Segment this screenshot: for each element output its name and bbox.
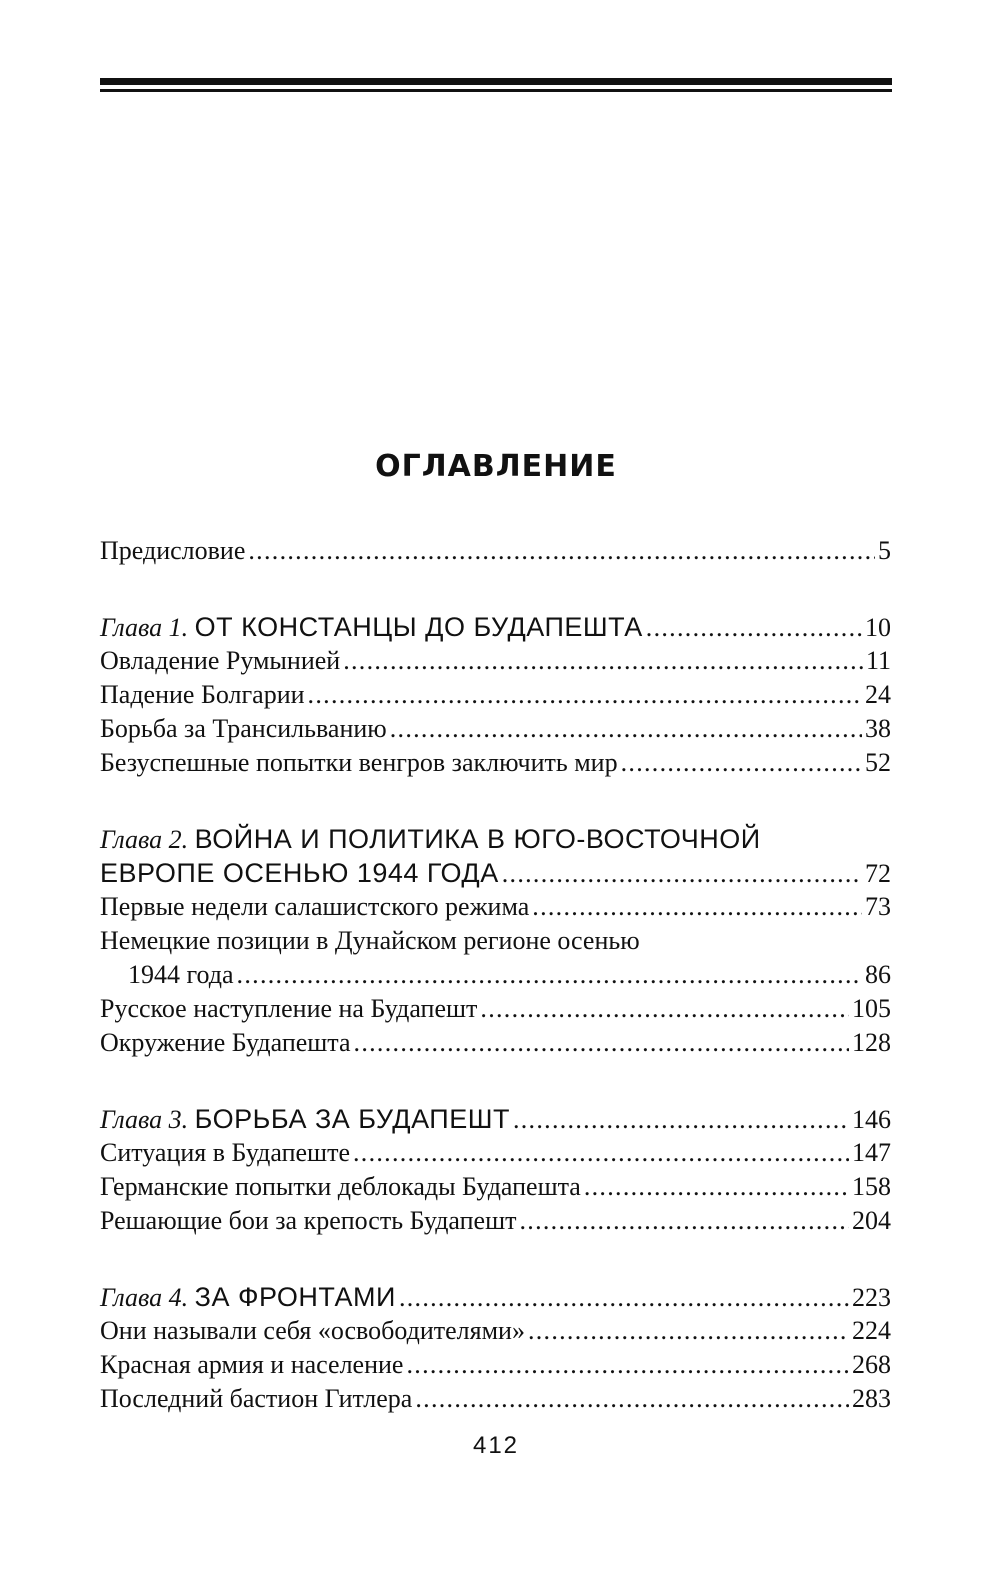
toc-section[interactable] — [100, 1136, 891, 1170]
toc-chapter-title — [100, 1280, 396, 1315]
dot-leader — [248, 534, 875, 568]
chapter-name: БОРЬБА ЗА БУДАПЕШТ — [194, 1104, 510, 1134]
toc-entry-title: Безуспешные попытки венгров заключить мир — [100, 748, 618, 777]
chapter-name: ВОЙНА И ПОЛИТИКА В ЮГО-ВОСТОЧНОЙ — [194, 824, 761, 854]
dot-leader — [480, 992, 849, 1026]
toc-entry-title: Борьба за Трансильванию — [100, 714, 387, 743]
dot-leader — [519, 1204, 849, 1238]
dot-leader — [415, 1382, 849, 1416]
chapter-name: ОТ КОНСТАНЦЫ ДО БУДАПЕШТА — [194, 612, 643, 642]
toc-chapter-2[interactable] — [100, 856, 891, 890]
toc-entry-title: Первые недели салашистского режима — [100, 892, 530, 921]
dot-leader — [353, 1136, 849, 1170]
toc-entry-page: 283 — [852, 1384, 891, 1413]
toc-entry-title: Русское наступление на Будапешт — [100, 994, 478, 1023]
dot-leader — [406, 1348, 849, 1382]
chapter-label: Глава 4. — [100, 1283, 189, 1312]
chapter-name-continued: ЕВРОПЕ ОСЕНЬЮ 1944 ГОДА — [100, 858, 499, 888]
toc-entry-page: 268 — [852, 1350, 891, 1379]
toc-section[interactable] — [100, 890, 891, 924]
spacer — [100, 568, 891, 610]
toc-chapter-1[interactable] — [100, 610, 891, 644]
chapter-label: Глава 1. — [100, 613, 189, 642]
toc-section[interactable] — [100, 958, 891, 992]
dot-leader — [390, 712, 862, 746]
toc-entry-page: 158 — [852, 1172, 891, 1201]
toc-entry-title: Овладение Румынией — [100, 646, 341, 675]
chapter-label: Глава 2. — [100, 825, 189, 854]
toc-section[interactable] — [100, 1314, 891, 1348]
dot-leader — [584, 1170, 849, 1204]
toc-entry-page: 86 — [865, 960, 891, 989]
toc-section[interactable] — [100, 1382, 891, 1416]
spacer — [100, 780, 891, 822]
chapter-name: ЗА ФРОНТАМИ — [194, 1282, 396, 1312]
chapter-label: Глава 3. — [100, 1105, 189, 1134]
dot-leader — [513, 1103, 849, 1137]
toc-entry-page: 223 — [852, 1283, 891, 1312]
toc-chapter-title — [100, 1102, 510, 1137]
toc-entry-title: Ситуация в Будапеште — [100, 1138, 350, 1167]
dot-leader — [532, 890, 862, 924]
toc-entry-title-continued: 1944 года — [128, 960, 234, 989]
toc-entry-page: 38 — [865, 714, 891, 743]
toc-entry-page: 52 — [865, 748, 891, 777]
toc-chapter-2-line1[interactable] — [100, 822, 891, 856]
dot-leader — [308, 678, 862, 712]
dot-leader — [621, 746, 862, 780]
toc-entry-page: 72 — [865, 859, 891, 888]
dot-leader — [528, 1314, 849, 1348]
toc-section[interactable] — [100, 644, 891, 678]
toc-entry-page: 128 — [852, 1028, 891, 1057]
toc-entry-page: 5 — [878, 536, 891, 565]
toc-entry-page: 73 — [865, 892, 891, 921]
toc-entry-title: Немецкие позиции в Дунайском регионе осенью — [100, 926, 640, 955]
toc-entry-title: Предисловие — [100, 536, 246, 565]
table-of-contents — [100, 534, 891, 1416]
toc-section[interactable] — [100, 992, 891, 1026]
toc-entry-page: 10 — [865, 613, 891, 642]
spacer — [100, 1060, 891, 1102]
dot-leader — [354, 1026, 849, 1060]
header-rule-thin — [100, 89, 892, 92]
toc-section[interactable] — [100, 712, 891, 746]
spacer — [100, 1238, 891, 1280]
header-rule-thick — [100, 78, 892, 85]
page-title: ОГЛАВЛЕНИЕ — [375, 449, 617, 484]
toc-entry-title: Они называли себя «освободителями» — [100, 1316, 525, 1345]
toc-entry-title: Окружение Будапешта — [100, 1028, 351, 1057]
toc-section[interactable] — [100, 1204, 891, 1238]
toc-section[interactable] — [100, 746, 891, 780]
toc-chapter-3[interactable] — [100, 1102, 891, 1136]
toc-chapter-title — [100, 610, 643, 645]
toc-entry-page: 204 — [852, 1206, 891, 1235]
toc-entry-title: Последний бастион Гитлера — [100, 1384, 413, 1413]
toc-section-line1[interactable] — [100, 924, 891, 958]
toc-entry-title: Решающие бои за крепость Будапешт — [100, 1206, 517, 1235]
toc-entry-page: 224 — [852, 1316, 891, 1345]
dot-leader — [343, 644, 863, 678]
toc-entry-preface[interactable] — [100, 534, 891, 568]
dot-leader — [399, 1281, 849, 1315]
dot-leader — [502, 857, 862, 891]
toc-entry-page: 147 — [852, 1138, 891, 1167]
toc-entry-title: Германские попытки деблокады Будапешта — [100, 1172, 581, 1201]
toc-section[interactable] — [100, 1026, 891, 1060]
page-number: 412 — [472, 1432, 520, 1459]
toc-entry-page: 11 — [865, 646, 891, 675]
toc-entry-page: 146 — [852, 1105, 891, 1134]
toc-entry-title: Падение Болгарии — [100, 680, 305, 709]
toc-chapter-4[interactable] — [100, 1280, 891, 1314]
toc-section[interactable] — [100, 1170, 891, 1204]
toc-entry-title: Красная армия и население — [100, 1350, 404, 1379]
toc-chapter-title — [100, 856, 499, 891]
dot-leader — [237, 958, 862, 992]
toc-section[interactable] — [100, 1348, 891, 1382]
toc-entry-page: 105 — [852, 994, 891, 1023]
toc-section[interactable] — [100, 678, 891, 712]
toc-entry-page: 24 — [865, 680, 891, 709]
dot-leader — [646, 611, 862, 645]
